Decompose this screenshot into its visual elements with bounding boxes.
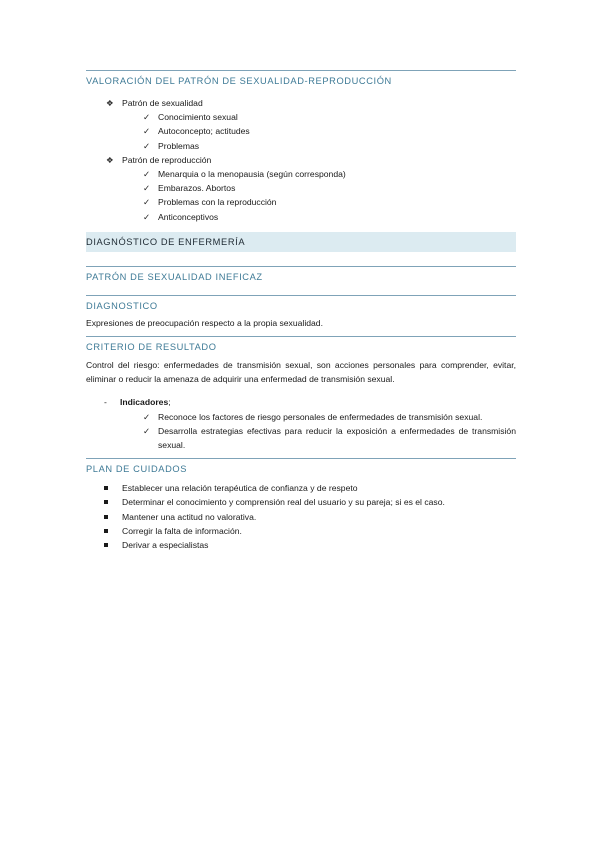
indicadores-suffix: ; <box>168 397 171 408</box>
list-item <box>86 410 516 424</box>
indicadores-block <box>86 395 516 452</box>
item-text: Derivar a especialistas <box>122 540 209 551</box>
item-text: Anticonceptivos <box>158 211 219 222</box>
diagnostico-enfermeria-band <box>86 232 516 252</box>
diagnostico-text: Expresiones de preocupación respecto a la propia sexualidad. <box>86 317 323 328</box>
checkmark-icon: ✓ <box>143 112 151 123</box>
list-item <box>86 195 516 209</box>
square-bullet-icon <box>104 538 122 552</box>
list-item <box>86 481 516 495</box>
dash-bullet: - <box>104 397 107 408</box>
diagnostico-title: DIAGNOSTICO <box>86 300 158 311</box>
item-text: Desarrolla estrategias efectivas para reducir la exposición a enfermedades de transmisión sexual. <box>158 425 516 451</box>
valoracion-title: VALORACIÓN DEL PATRÓN DE SEXUALIDAD-REPRODUCCIÓN <box>86 76 392 86</box>
square-bullet-icon <box>104 510 122 524</box>
item-text: Corregir la falta de información. <box>122 525 242 536</box>
diagnostico-enfermeria-title: DIAGNÓSTICO DE ENFERMERÍA <box>86 236 246 247</box>
indicadores-heading <box>86 395 516 409</box>
item-text: Autoconcepto; actitudes <box>158 126 250 137</box>
list-item <box>86 110 516 124</box>
list-item <box>86 510 516 524</box>
item-text: Menarquia o la menopausia (según corresponda) <box>158 169 346 180</box>
checkmark-icon: ✓ <box>143 211 151 222</box>
item-text: Problemas <box>158 140 200 151</box>
diamond-bullet-icon: ❖ <box>106 154 114 165</box>
square-bullet-icon <box>104 481 122 495</box>
valoracion-list <box>86 96 516 224</box>
checkmark-icon: ✓ <box>143 411 151 422</box>
item-text: Determinar el conocimiento y comprensión real del usuario y su pareja; si es el caso. <box>122 497 445 508</box>
list-item <box>86 124 516 138</box>
patron-title: PATRÓN DE SEXUALIDAD INEFICAZ <box>86 271 263 282</box>
checkmark-icon: ✓ <box>143 197 151 208</box>
list-item <box>86 96 516 110</box>
checkmark-icon: ✓ <box>143 126 151 137</box>
plan-title: PLAN DE CUIDADOS <box>86 464 188 475</box>
list-item <box>86 495 516 509</box>
list-item <box>86 538 516 552</box>
list-item <box>86 153 516 167</box>
list-item <box>86 524 516 538</box>
list-item <box>86 139 516 153</box>
square-bullet-icon <box>104 495 122 509</box>
item-text: Establecer una relación terapéutica de confianza y de respeto <box>122 483 358 494</box>
checkmark-icon: ✓ <box>143 169 151 180</box>
square-bullet-icon <box>104 524 122 538</box>
item-text: Problemas con la reproducción <box>158 197 277 208</box>
checkmark-icon: ✓ <box>143 140 151 151</box>
criterio-text: Control del riesgo: enfermedades de transmisión sexual, son acciones personales para comprender, evitar, eliminar o reducir la amenaza de adquirir una enfermedad de transmisión sexual. <box>86 360 516 385</box>
document-content <box>86 70 516 552</box>
list-item <box>86 167 516 181</box>
diamond-bullet-icon: ❖ <box>106 98 114 108</box>
group-label: Patrón de reproducción <box>122 154 212 165</box>
list-item <box>86 210 516 224</box>
list-item <box>86 424 516 452</box>
checkmark-icon: ✓ <box>143 183 151 194</box>
plan-list <box>86 481 516 552</box>
item-text: Reconoce los factores de riesgo personales de enfermedades de transmisión sexual. <box>158 411 483 422</box>
list-item <box>86 181 516 195</box>
criterio-title: CRITERIO DE RESULTADO <box>86 342 217 353</box>
item-text: Conocimiento sexual <box>158 112 238 123</box>
item-text: Embarazos. Abortos <box>158 183 236 194</box>
item-text: Mantener una actitud no valorativa. <box>122 511 257 522</box>
indicadores-label: Indicadores <box>120 397 169 408</box>
group-label: Patrón de sexualidad <box>122 98 203 108</box>
checkmark-icon: ✓ <box>143 425 151 436</box>
